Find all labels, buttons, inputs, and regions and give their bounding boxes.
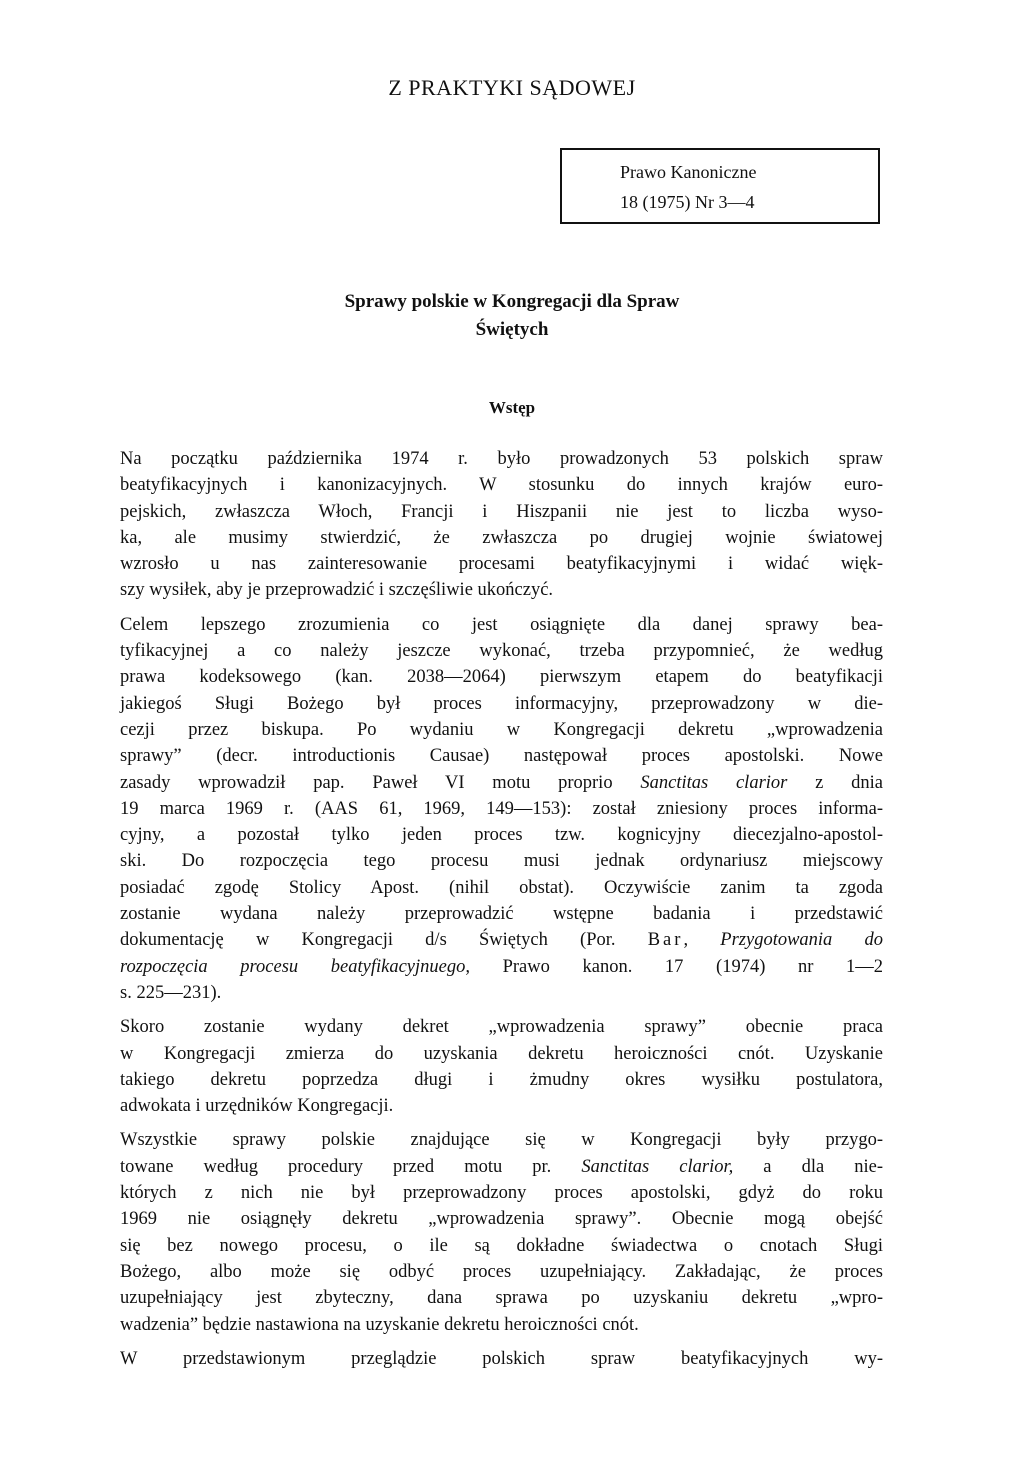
text-run: z dnia [787,772,883,793]
paragraph-4 [120,1127,883,1337]
text-line: beatyfikacyjnych i kanonizacyjnych. W stosunku do innych krajów euro- [120,475,883,496]
italic-title: rozpoczęcia procesu beatyfikacyjnuego, [120,956,470,977]
article-title [0,288,1024,344]
text-line: 19 marca 1969 r. (AAS 61, 1969, 149—153): został zniesiony proces informa- [120,798,883,819]
text-line: wadzenia” będzie nastawiona na uzyskanie dekretu heroiczności cnót. [120,1314,639,1335]
text-line [120,1154,883,1180]
text-line [120,770,883,796]
text-line: posiadać zgodę Stolicy Apost. (nihil obstat). Oczywiście zanim ta zgoda [120,877,883,898]
paragraph-1 [120,446,883,604]
paragraph-5 [120,1346,883,1372]
text-line: cezji przez biskupa. Po wydaniu w Kongregacji dekretu „wprowadzenia [120,719,883,740]
text-run: dokumentację w Kongregacji d/s Świętych (Por. [120,930,648,951]
article-title-line-1: Sprawy polskie w Kongregacji dla Spraw [344,291,680,312]
text-run: Prawo kanon. 17 (1974) nr 1—2 [470,956,883,977]
text-line: ka, ale musimy stwierdzić, że zwłaszcza po drugiej wojnie światowej [120,527,883,548]
text-line: s. 225—231). [120,982,222,1003]
author-name: Bar [647,930,684,951]
text-line: sprawy” (decr. introductionis Causae) następował proces apostolski. Nowe [120,746,883,767]
text-line: Bożego, albo może się odbyć proces uzupełniający. Zakładając, że proces [120,1261,883,1282]
paragraph-3 [120,1014,883,1119]
text-line: Skoro zostanie wydany dekret „wprowadzenia sprawy” obecnie praca [120,1017,883,1038]
text-line: Wszystkie sprawy polskie znajdujące się w Kongregacji były przygo- [120,1130,883,1151]
text-line: zostanie wydana należy przeprowadzić wstępne badania i przedstawić [120,904,883,925]
section-header: Z PRAKTYKI SĄDOWEJ [388,75,636,100]
text-run: , [683,930,721,951]
text-line: Na początku października 1974 r. było prowadzonych 53 polskich spraw [120,449,883,469]
article-title-line-2: Świętych [475,319,549,340]
text-line: takiego dekretu poprzedza długi i żmudny okres wysiłku postulatora, [120,1069,883,1090]
text-line: wzrosło u nas zainteresowanie procesami beatyfikacyjnymi i widać więk- [120,554,883,575]
italic-title: Sanctitas clarior, [581,1156,734,1177]
text-line [120,927,883,953]
text-line: się bez nowego procesu, o ile są dokładne świadectwa o cnotach Sługi [120,1235,883,1256]
text-line: tyfikacyjnej a co należy jeszcze wykonać, trzeba przypomnieć, że według [120,641,883,662]
section-subtitle: Wstęp [488,398,536,417]
text-run: a dla nie- [733,1156,883,1177]
text-run: zasady wprowadził pap. Paweł VI motu proprio [120,772,641,793]
text-line: adwokata i urzędników Kongregacji. [120,1096,394,1117]
text-line: prawa kodeksowego (kan. 2038—2064) pierwszym etapem do beatyfikacji [120,667,883,688]
text-run: towane według procedury przed motu pr. [120,1156,582,1177]
text-line: cyjny, a pozostał tylko jeden proces tzw. kognicyjny diecezjalno-apostol- [120,825,883,846]
paragraph-2 [120,612,883,1006]
italic-title: Przygotowania do [720,930,884,951]
journal-name: Prawo Kanoniczne [620,162,757,182]
text-line: których z nich nie był przeprowadzony proces apostolski, gdyż do roku [120,1183,883,1204]
journal-citation-box [560,148,880,224]
text-line: szy wysiłek, aby je przeprowadzić i szczęśliwie ukończyć. [120,580,554,601]
text-line: W przedstawionym przeglądzie polskich spraw beatyfikacyjnych wy- [120,1348,883,1369]
text-line: 1969 nie osiągnęły dekretu „wprowadzenia sprawy”. Obecnie mogą obejść [120,1209,883,1230]
text-line: Celem lepszego zrozumienia co jest osiągnięte dla danej sprawy bea- [120,614,883,635]
journal-issue: 18 (1975) Nr 3—4 [620,192,755,212]
text-line: ski. Do rozpoczęcia tego procesu musi jednak ordynariusz miejscowy [120,851,883,872]
text-line: w Kongregacji zmierza do uzyskania dekretu heroiczności cnót. Uzyskanie [120,1043,883,1064]
text-line: pejskich, zwłaszcza Włoch, Francji i Hiszpanii nie jest to liczba wyso- [120,501,883,522]
text-line [120,954,883,980]
text-line: jakiegoś Sługi Bożego był proces informacyjny, przeprowadzony w die- [120,693,883,714]
text-line: uzupełniający jest zbyteczny, dana sprawa po uzyskaniu dekretu „wpro- [120,1288,883,1309]
article-body [120,446,883,1380]
italic-title: Sanctitas clarior [640,772,788,793]
